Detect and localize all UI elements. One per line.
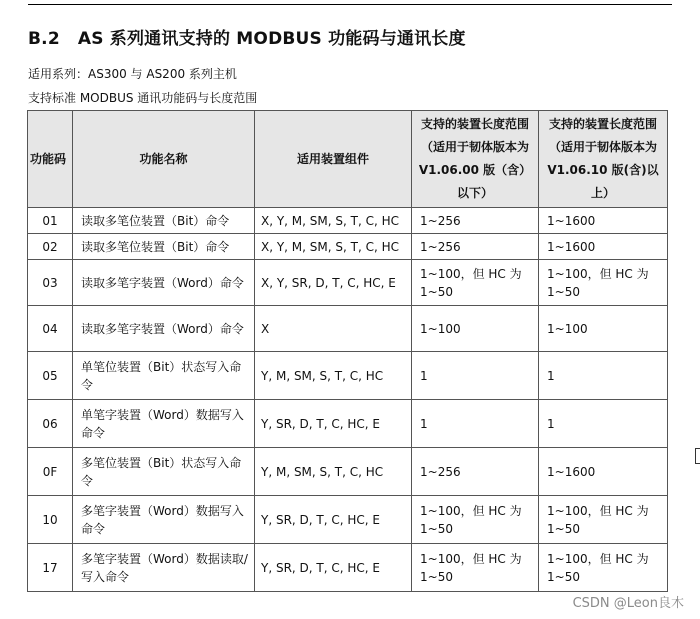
function-code-cell: 02 xyxy=(28,234,73,260)
devices-cell: Y, M, SM, S, T, C, HC xyxy=(255,352,412,400)
header-range-v1-06-10: 支持的装置长度范围（适用于韧体版本为 V1.06.10 版(含)以上） xyxy=(539,111,668,208)
section-heading xyxy=(28,24,466,49)
range-v2-cell: 1~100，但 HC 为 1~50 xyxy=(539,260,668,306)
function-name-cell: 读取多笔字装置（Word）命令 xyxy=(73,260,255,306)
function-name-cell: 读取多笔字装置（Word）命令 xyxy=(73,306,255,352)
function-name-cell: 多笔字装置（Word）数据写入命令 xyxy=(73,496,255,544)
header-function-name: 功能名称 xyxy=(73,111,255,208)
table-row xyxy=(28,234,668,260)
devices-cell: X, Y, SR, D, T, C, HC, E xyxy=(255,260,412,306)
range-v1-cell: 1~256 xyxy=(412,448,539,496)
function-name-cell: 单笔字装置（Word）数据写入命令 xyxy=(73,400,255,448)
range-v2-cell: 1~100 xyxy=(539,306,668,352)
table-row xyxy=(28,496,668,544)
table-row xyxy=(28,352,668,400)
table-header-row xyxy=(28,111,668,208)
range-v2-cell: 1 xyxy=(539,400,668,448)
section-title: AS 系列通讯支持的 MODBUS 功能码与通讯长度 xyxy=(77,29,466,49)
section-number: B.2 xyxy=(28,29,60,49)
function-name-cell: 单笔位装置（Bit）状态写入命令 xyxy=(73,352,255,400)
table-row xyxy=(28,544,668,592)
header-applicable-devices: 适用装置组件 xyxy=(255,111,412,208)
function-code-cell: 06 xyxy=(28,400,73,448)
table-row xyxy=(28,260,668,306)
table-row xyxy=(28,448,668,496)
table-row xyxy=(28,306,668,352)
support-description-text: 支持标准 MODBUS 通讯功能码与长度范围 xyxy=(28,91,258,105)
devices-cell: X xyxy=(255,306,412,352)
devices-cell: X, Y, M, SM, S, T, C, HC xyxy=(255,234,412,260)
header-rule xyxy=(28,4,672,5)
devices-cell: Y, M, SM, S, T, C, HC xyxy=(255,448,412,496)
function-code-cell: 10 xyxy=(28,496,73,544)
table-row xyxy=(28,400,668,448)
range-v1-cell: 1~100 xyxy=(412,306,539,352)
range-v1-cell: 1 xyxy=(412,400,539,448)
function-code-cell: 0F xyxy=(28,448,73,496)
header-function-code: 功能码 xyxy=(28,111,73,208)
range-v1-cell: 1~100，但 HC 为 1~50 xyxy=(412,496,539,544)
range-v2-cell: 1~1600 xyxy=(539,448,668,496)
function-name-cell: 读取多笔位装置（Bit）命令 xyxy=(73,234,255,260)
table-row xyxy=(28,208,668,234)
range-v1-cell: 1~256 xyxy=(412,208,539,234)
devices-cell: Y, SR, D, T, C, HC, E xyxy=(255,400,412,448)
range-v1-cell: 1~100，但 HC 为 1~50 xyxy=(412,260,539,306)
watermark-text: CSDN @Leon良木 xyxy=(572,596,684,611)
range-v2-cell: 1~100，但 HC 为 1~50 xyxy=(539,496,668,544)
range-v2-cell: 1~1600 xyxy=(539,208,668,234)
function-name-cell: 读取多笔位装置（Bit）命令 xyxy=(73,208,255,234)
header-range-v1-06-00: 支持的装置长度范围（适用于韧体版本为 V1.06.00 版（含）以下） xyxy=(412,111,539,208)
range-v1-cell: 1~100，但 HC 为 1~50 xyxy=(412,544,539,592)
modbus-function-table xyxy=(27,110,668,592)
range-v2-cell: 1 xyxy=(539,352,668,400)
range-v1-cell: 1~256 xyxy=(412,234,539,260)
function-code-cell: 17 xyxy=(28,544,73,592)
range-v2-cell: 1~1600 xyxy=(539,234,668,260)
function-code-cell: 04 xyxy=(28,306,73,352)
page-edge-marker xyxy=(695,448,700,464)
function-code-cell: 05 xyxy=(28,352,73,400)
function-name-cell: 多笔字装置（Word）数据读取/写入命令 xyxy=(73,544,255,592)
function-name-cell: 多笔位装置（Bit）状态写入命令 xyxy=(73,448,255,496)
range-v2-cell: 1~100，但 HC 为 1~50 xyxy=(539,544,668,592)
devices-cell: Y, SR, D, T, C, HC, E xyxy=(255,544,412,592)
devices-cell: Y, SR, D, T, C, HC, E xyxy=(255,496,412,544)
devices-cell: X, Y, M, SM, S, T, C, HC xyxy=(255,208,412,234)
function-code-cell: 03 xyxy=(28,260,73,306)
function-code-cell: 01 xyxy=(28,208,73,234)
range-v1-cell: 1 xyxy=(412,352,539,400)
applicable-series-text: 适用系列：AS300 与 AS200 系列主机 xyxy=(28,67,237,81)
